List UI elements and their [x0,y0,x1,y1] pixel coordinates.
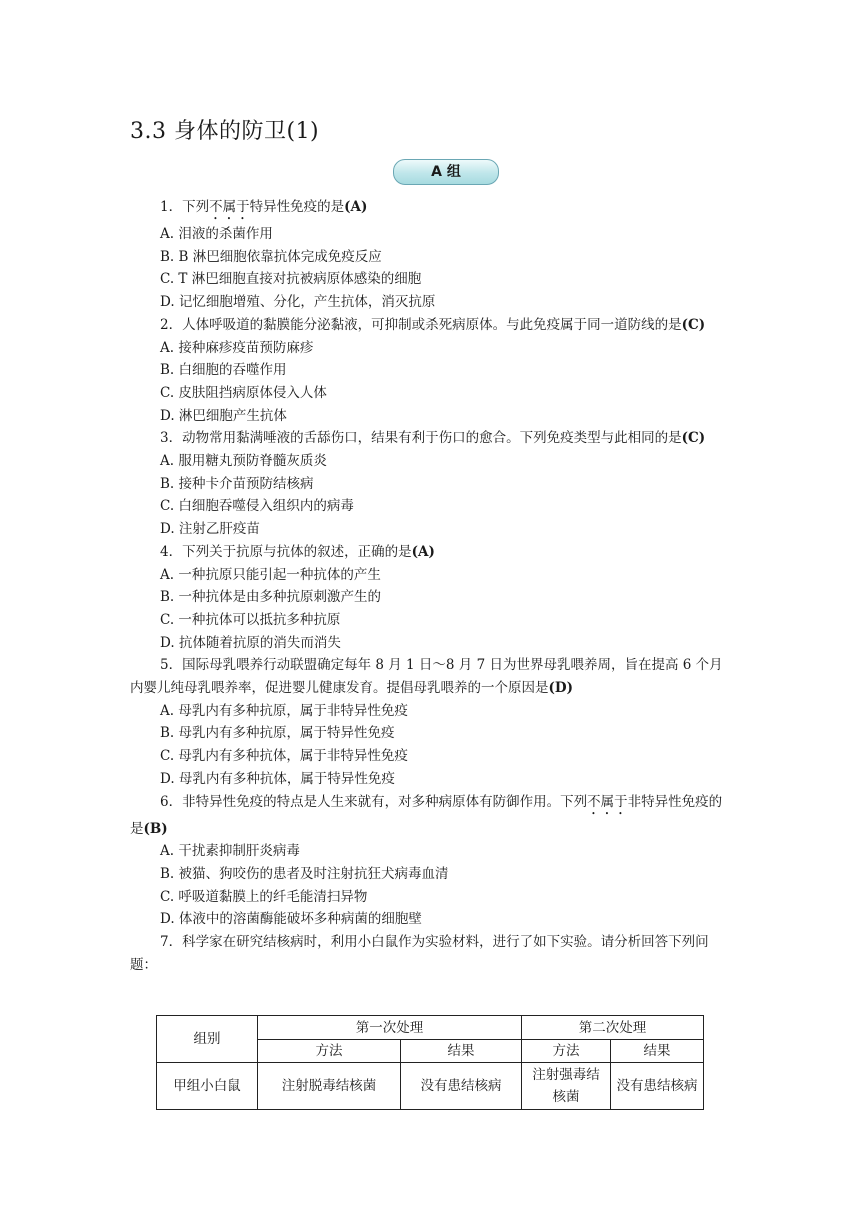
table-header-second: 第二次处理 [522,1016,704,1040]
option: B. 一种抗体是由多种抗原刺激产生的 [160,589,382,606]
option: D. 母乳内有多种抗体，属于特异性免疫 [160,770,395,787]
option: A. 泪液的杀菌作用 [160,226,273,242]
group-badge: A 组 [393,159,499,185]
answer: (A) [411,543,435,560]
question-stem: 6．非特异性免疫的特点是人生来就有，对多种病原体有防御作用。下列不属于非特异性免疫的是(B) [130,793,723,837]
experiment-table [156,1015,704,1110]
option: A. 母乳内有多种抗原，属于非特异性免疫 [160,702,408,719]
emphasis-text: 不属于 [209,199,250,215]
option: A. 一种抗原只能引起一种抗体的产生 [160,566,381,583]
option: A. 服用糖丸预防脊髓灰质炎 [160,453,327,470]
question-2 [130,314,732,428]
option: B. 被猫、狗咬伤的患者及时注射抗狂犬病毒血清 [160,865,449,882]
question-5 [130,654,732,790]
option: D. 记忆细胞增殖、分化，产生抗体，消灭抗原 [160,294,436,311]
option: C. 白细胞吞噬侵入组织内的病毒 [160,498,354,515]
option: C. 皮肤阻挡病原体侵入人体 [160,384,327,401]
answer: (D) [548,680,573,697]
answer: (C) [681,316,706,333]
question-stem: 5．国际母乳喂养行动联盟确定每年 8 月 1 日～8 月 7 日为世界母乳喂养周，旨在提高 6 个月内婴儿纯母乳喂养率，促进婴儿健康发育。提倡母乳喂养的一个原因是(D) [130,657,723,697]
table-cell-method: 注射强毒结核菌 [522,1063,611,1110]
option: C. 呼吸道黏膜上的纤毛能清扫异物 [160,888,368,905]
table-header-result: 结果 [401,1040,522,1063]
option: C. 一种抗体可以抵抗多种抗原 [160,611,341,628]
question-stem: 4．下列关于抗原与抗体的叙述，正确的是(A) [160,543,435,560]
question-1 [130,196,732,314]
question-stem: 2．人体呼吸道的黏膜能分泌黏液，可抑制或杀死病原体。与此免疫属于同一道防线的是(C) [160,316,706,333]
question-stem: 1．下列不属于特异性免疫的是(A) [160,199,368,215]
table-header-method: 方法 [258,1040,401,1063]
table-header-group: 组别 [157,1016,258,1063]
option: D. 注射乙肝疫苗 [160,521,260,538]
table-header-first: 第一次处理 [258,1016,522,1040]
question-6 [130,791,732,932]
option: D. 体液中的溶菌酶能破坏多种病菌的细胞壁 [160,911,422,928]
emphasis-text: 不属于 [587,793,628,810]
option: C. 母乳内有多种抗体，属于非特异性免疫 [160,748,408,765]
answer: (A) [344,199,368,215]
table-cell-result: 没有患结核病 [611,1063,704,1110]
table-cell-result: 没有患结核病 [401,1063,522,1110]
question-list [130,196,732,977]
option: C. T 淋巴细胞直接对抗被病原体感染的细胞 [160,271,422,288]
page-title: 3.3 身体的防卫(1) [130,119,320,144]
option: B. 接种卡介苗预防结核病 [160,475,314,492]
question-stem: 7．科学家在研究结核病时，利用小白鼠作为实验材料，进行了如下实验。请分析回答下列问题： [130,934,709,973]
table-row [157,1063,704,1110]
table-cell-group: 甲组小白鼠 [157,1063,258,1110]
option: B. 白细胞的吞噬作用 [160,362,287,379]
table-header-method: 方法 [522,1040,611,1063]
question-4 [130,541,732,655]
answer: (B) [143,820,168,837]
option: D. 抗体随着抗原的消失而消失 [160,634,341,651]
answer: (C) [681,430,706,447]
option: B. 母乳内有多种抗原，属于特异性免疫 [160,725,395,742]
question-7 [130,931,732,976]
option: B. B 淋巴细胞依靠抗体完成免疫反应 [160,248,382,265]
option: A. 接种麻疹疫苗预防麻疹 [160,339,314,356]
question-3 [130,427,732,541]
option: A. 干扰素抑制肝炎病毒 [160,843,300,860]
table-header-result: 结果 [611,1040,704,1063]
option: D. 淋巴细胞产生抗体 [160,407,287,424]
table-cell-method: 注射脱毒结核菌 [258,1063,401,1110]
question-stem: 3．动物常用黏满唾液的舌舔伤口，结果有利于伤口的愈合。下列免疫类型与此相同的是(C) [160,430,706,447]
